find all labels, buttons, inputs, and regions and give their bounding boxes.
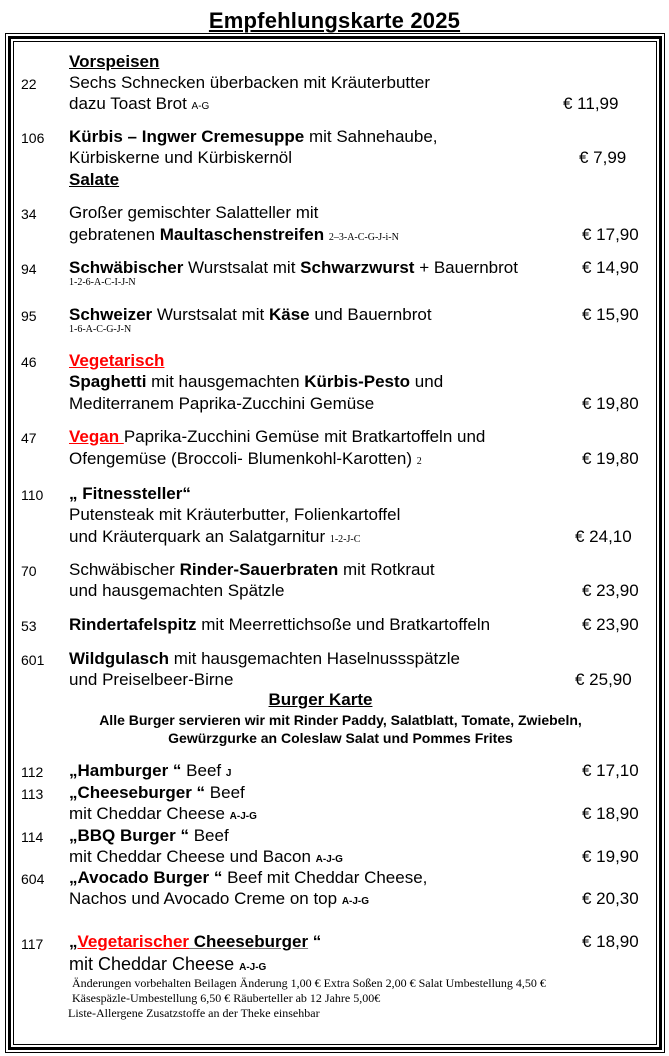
item-description-line2 <box>69 847 343 870</box>
item-description <box>69 258 518 278</box>
item-text: Beef <box>188 826 229 845</box>
footer-note-line3: Liste-Allergene Zusatzstoffe an der Theke einsehbar <box>68 1006 320 1020</box>
item-name: Maultaschenstreifen <box>159 225 325 244</box>
item-description-line2: und hausgemachten Spätzle <box>69 581 285 600</box>
item-description-line2 <box>69 449 422 472</box>
section-heading-vorspeisen: Vorspeisen <box>69 52 160 71</box>
item-text: mit Cheddar Cheese und Bacon <box>69 847 316 866</box>
allergen-codes: A-J-G <box>341 896 370 907</box>
item-text: und <box>410 372 444 391</box>
item-name: Schweizer <box>69 305 153 324</box>
quote-close: “ <box>308 932 322 951</box>
item-text: mit Cheddar Cheese <box>69 954 240 974</box>
quote-open: „ <box>69 932 78 951</box>
burger-intro-line1: Alle Burger servieren wir mit Rinder Paddy, Salatblatt, Tomate, Zwiebeln, <box>99 712 582 728</box>
item-text: Wurstsalat mit <box>183 258 301 277</box>
item-number: 106 <box>21 130 45 146</box>
item-description: Putensteak mit Kräuterbutter, Folienkartoffel <box>69 505 401 524</box>
item-description-line2 <box>69 527 360 550</box>
item-price: € 24,10 <box>575 527 632 546</box>
allergen-codes: A-G <box>191 101 210 112</box>
item-price: € 15,90 <box>582 305 639 324</box>
allergen-codes: 2 <box>416 456 422 467</box>
item-description <box>69 372 443 392</box>
item-number: 46 <box>21 354 37 370</box>
item-number: 114 <box>21 829 44 845</box>
item-number: 110 <box>21 487 44 503</box>
item-description <box>69 615 490 635</box>
allergen-codes: 1-6-A-C-G-J-N <box>69 324 132 335</box>
item-price: € 7,99 <box>579 148 627 167</box>
item-description <box>69 127 438 147</box>
vegetarian-tag: Vegetarischer <box>77 932 190 951</box>
item-text: + Bauernbrot <box>414 258 518 277</box>
item-number: 70 <box>21 563 37 579</box>
item-text: dazu Toast Brot <box>69 94 192 113</box>
allergen-codes: A-J-G <box>229 811 257 822</box>
item-price: € 18,90 <box>582 932 639 951</box>
item-description <box>69 560 435 580</box>
item-price: € 25,90 <box>575 670 632 689</box>
item-price: € 19,90 <box>582 847 639 866</box>
item-description <box>69 649 460 669</box>
item-description-line2 <box>69 225 399 248</box>
allergen-codes: A-J-G <box>315 854 343 865</box>
item-number: 604 <box>21 871 45 887</box>
vegan-tag: Vegan <box>69 427 124 446</box>
item-description-line2 <box>69 94 209 117</box>
item-name: Schwäbischer <box>69 258 184 277</box>
section-heading-burger: Burger Karte <box>268 690 373 709</box>
item-description <box>69 427 485 447</box>
item-price: € 19,80 <box>582 449 639 468</box>
allergen-codes: A-J-G <box>239 962 267 973</box>
allergen-codes: 1-2-J-C <box>329 534 361 545</box>
item-text: mit hausgemachten <box>146 372 305 391</box>
item-name: Spaghetti <box>69 372 147 391</box>
item-text: und Kräuterquark an Salatgarnitur <box>69 527 330 546</box>
item-number: 113 <box>21 786 44 802</box>
vegetarian-tag: Vegetarisch <box>69 351 165 370</box>
item-description-line2: Mediterranem Paprika-Zucchini Gemüse <box>69 394 375 413</box>
item-description <box>69 761 231 784</box>
item-description-line2 <box>69 804 257 827</box>
burger-intro-line2: Gewürzgurke an Coleslaw Salat und Pommes Frites <box>168 730 513 746</box>
item-name-part: Käse <box>268 305 310 324</box>
item-name: Kürbis – Ingwer Cremesuppe <box>69 127 305 146</box>
footer-note-line1: Änderungen vorbehalten Beilagen Änderung 1,00 € Extra Soßen 2,00 € Salat Umbestellung 4,50 € <box>72 976 546 990</box>
item-price: € 17,10 <box>582 761 639 780</box>
item-name: „Cheeseburger “ <box>69 783 206 802</box>
item-text: Wurstsalat mit <box>152 305 269 324</box>
item-number: 601 <box>21 652 45 668</box>
item-description: Großer gemischter Salatteller mit <box>69 203 319 222</box>
item-price: € 17,90 <box>582 225 639 244</box>
item-number: 47 <box>21 430 37 446</box>
item-name-part: Kürbis-Pesto <box>304 372 411 391</box>
allergen-codes: 2–3-A-C-G-J-i-N <box>328 232 399 243</box>
item-text: mit hausgemachten Haselnussspätzle <box>168 649 461 668</box>
item-number: 53 <box>21 618 37 634</box>
item-price: € 19,80 <box>582 394 639 413</box>
item-name: Rinder-Sauerbraten <box>179 560 339 579</box>
item-text: Beef mit Cheddar Cheese, <box>222 868 428 887</box>
item-description <box>69 305 432 325</box>
item-name <box>69 932 321 952</box>
item-text: mit Rotkraut <box>338 560 435 579</box>
item-name: Wildgulasch <box>69 649 169 668</box>
item-text: Beef <box>205 783 245 802</box>
item-number: 34 <box>21 206 37 222</box>
item-number: 94 <box>21 261 37 277</box>
item-description: Sechs Schnecken überbacken mit Kräuterbutter <box>69 73 430 92</box>
page-title: Empfehlungskarte 2025 <box>208 8 461 33</box>
item-price: € 18,90 <box>582 804 639 823</box>
item-price: € 14,90 <box>582 258 639 277</box>
item-price: € 23,90 <box>582 581 639 600</box>
footer-note-line2: Käsespäzle-Umbestellung 6,50 € Räuberteller ab 12 Jahre 5,00€ <box>72 991 381 1005</box>
item-name: „Hamburger “ <box>69 761 182 780</box>
item-text: mit Cheddar Cheese <box>69 804 230 823</box>
item-number: 22 <box>21 76 37 92</box>
section-heading-salate: Salate <box>69 170 120 189</box>
item-text: mit Sahnehaube, <box>304 127 438 146</box>
item-name-part: Schwarzwurst <box>300 258 415 277</box>
item-description <box>69 868 427 888</box>
item-name: „ Fitnessteller“ <box>69 484 191 503</box>
item-number: 95 <box>21 308 37 324</box>
item-number: 112 <box>21 764 44 780</box>
item-name: „Avocado Burger “ <box>69 868 223 887</box>
item-price: € 20,30 <box>582 889 639 908</box>
item-text: Beef <box>181 761 226 780</box>
item-name-part: Cheeseburger <box>189 932 309 951</box>
item-text: Ofengemüse (Broccoli- Blumenkohl-Karotten) <box>69 449 417 468</box>
item-description-line2: Kürbiskerne und Kürbiskernöl <box>69 148 293 167</box>
item-description <box>69 783 245 803</box>
allergen-codes: J <box>225 768 232 779</box>
item-price: € 23,90 <box>582 615 639 634</box>
item-text: gebratenen <box>69 225 160 244</box>
item-number: 117 <box>21 936 44 952</box>
item-text: mit Meerrettichsoße und Bratkartoffeln <box>196 615 491 634</box>
item-text: Nachos und Avocado Creme on top <box>69 889 342 908</box>
item-description-line2 <box>69 889 369 912</box>
item-name: „BBQ Burger “ <box>69 826 189 845</box>
item-text: und Bauernbrot <box>309 305 432 324</box>
item-text: Schwäbischer <box>69 560 180 579</box>
item-text: Paprika-Zucchini Gemüse mit Bratkartoffeln und <box>123 427 486 446</box>
item-description-line2: und Preiselbeer-Birne <box>69 670 234 689</box>
item-name: Rindertafelspitz <box>69 615 197 634</box>
item-description <box>69 826 229 846</box>
item-price: € 11,99 <box>563 94 619 113</box>
allergen-codes: 1-2-6-A-C-I-J-N <box>69 277 136 288</box>
